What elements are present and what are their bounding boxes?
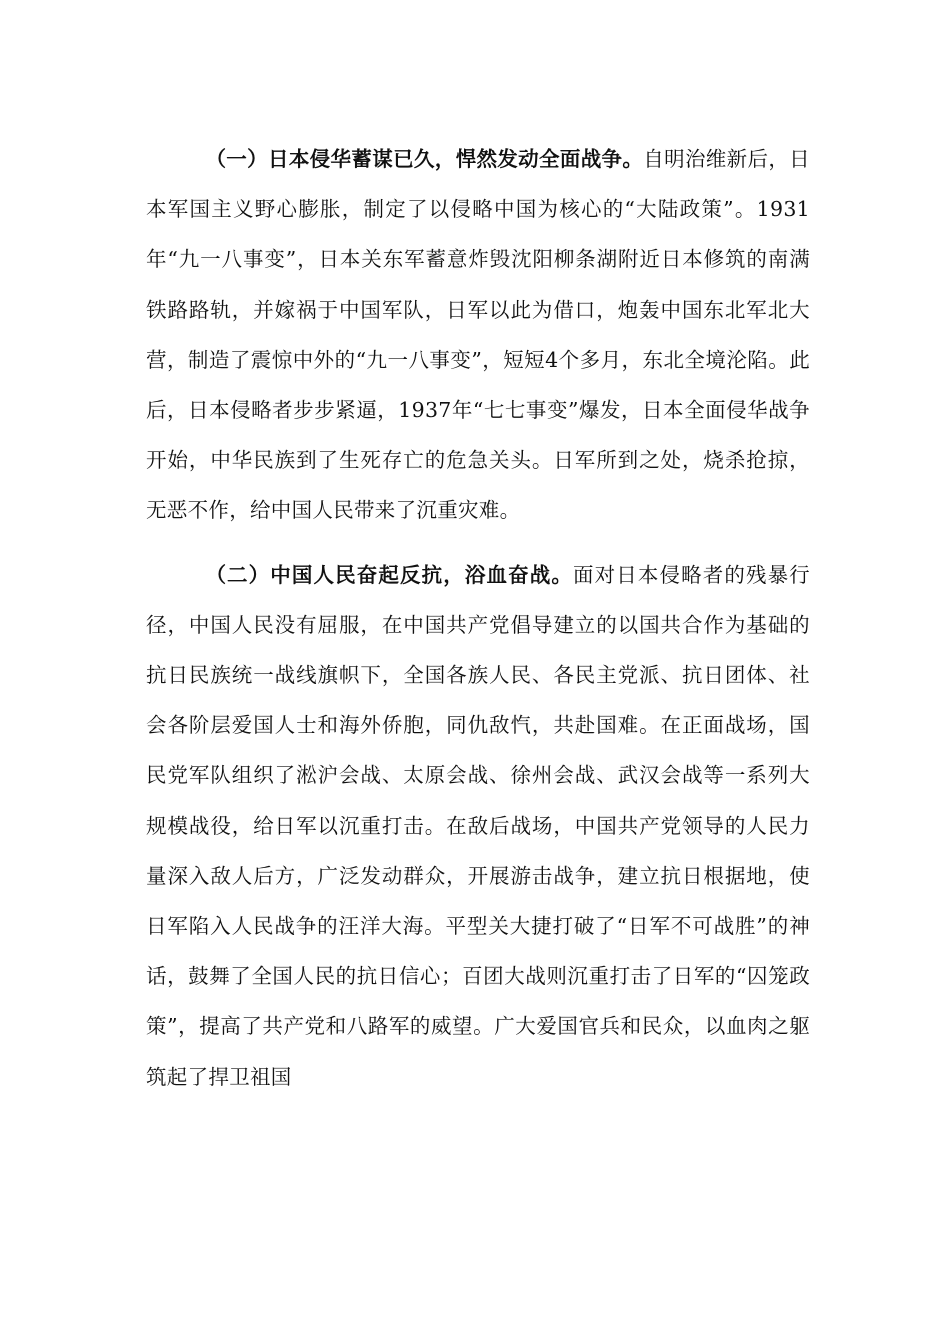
paragraph-1-text: 自明治维新后，日本军国主义野心膨胀，制定了以侵略中国为核心的“大陆政策”。1931年“九一八事变”，日本关东军蓄意炸毁沈阳柳条湖附近日本修筑的南满铁路路轨，并嫁祸于中国军队，日军以此为借口，炮轰中国东北军北大营，制造了震惊中外的“九一八事变”，短短4个多月，东北全境沦陷。此后，日本侵略者步步紧逼，1937年“七七事变”爆发，日本全面侵华战争开始，中华民族到了生死存亡的危急关头。日军所到之处，烧杀抢掠，无恶不作，给中国人民带来了沉重灾难。 — [146, 147, 810, 523]
paragraph-1-heading: （一）日本侵华蓄谋已久，悍然发动全面战争。 — [205, 147, 644, 171]
paragraph-2-heading: （二）中国人民奋起反抗，浴血奋战。 — [205, 562, 573, 587]
paragraph-2 — [146, 550, 810, 1102]
paragraph-1 — [146, 134, 810, 536]
document-body — [146, 134, 810, 1102]
paragraph-2-text: 面对日本侵略者的残暴行径，中国人民没有屈服，在中国共产党倡导建立的以国共合作为基础的抗日民族统一战线旗帜下，全国各族人民、各民主党派、抗日团体、社会各阶层爱国人士和海外侨胞，同仇敌忾，共赴国难。在正面战场，国民党军队组织了淞沪会战、太原会战、徐州会战、武汉会战等一系列大规模战役，给日军以沉重打击。在敌后战场，中国共产党领导的人民力量深入敌人后方，广泛发动群众，开展游击战争，建立抗日根据地，使日军陷入人民战争的汪洋大海。平型关大捷打破了“日军不可战胜”的神话，鼓舞了全国人民的抗日信心；百团大战则沉重打击了日军的“囚笼政策”，提高了共产党和八路军的威望。广大爱国官兵和民众，以血肉之躯筑起了捍卫祖国 — [146, 562, 810, 1089]
